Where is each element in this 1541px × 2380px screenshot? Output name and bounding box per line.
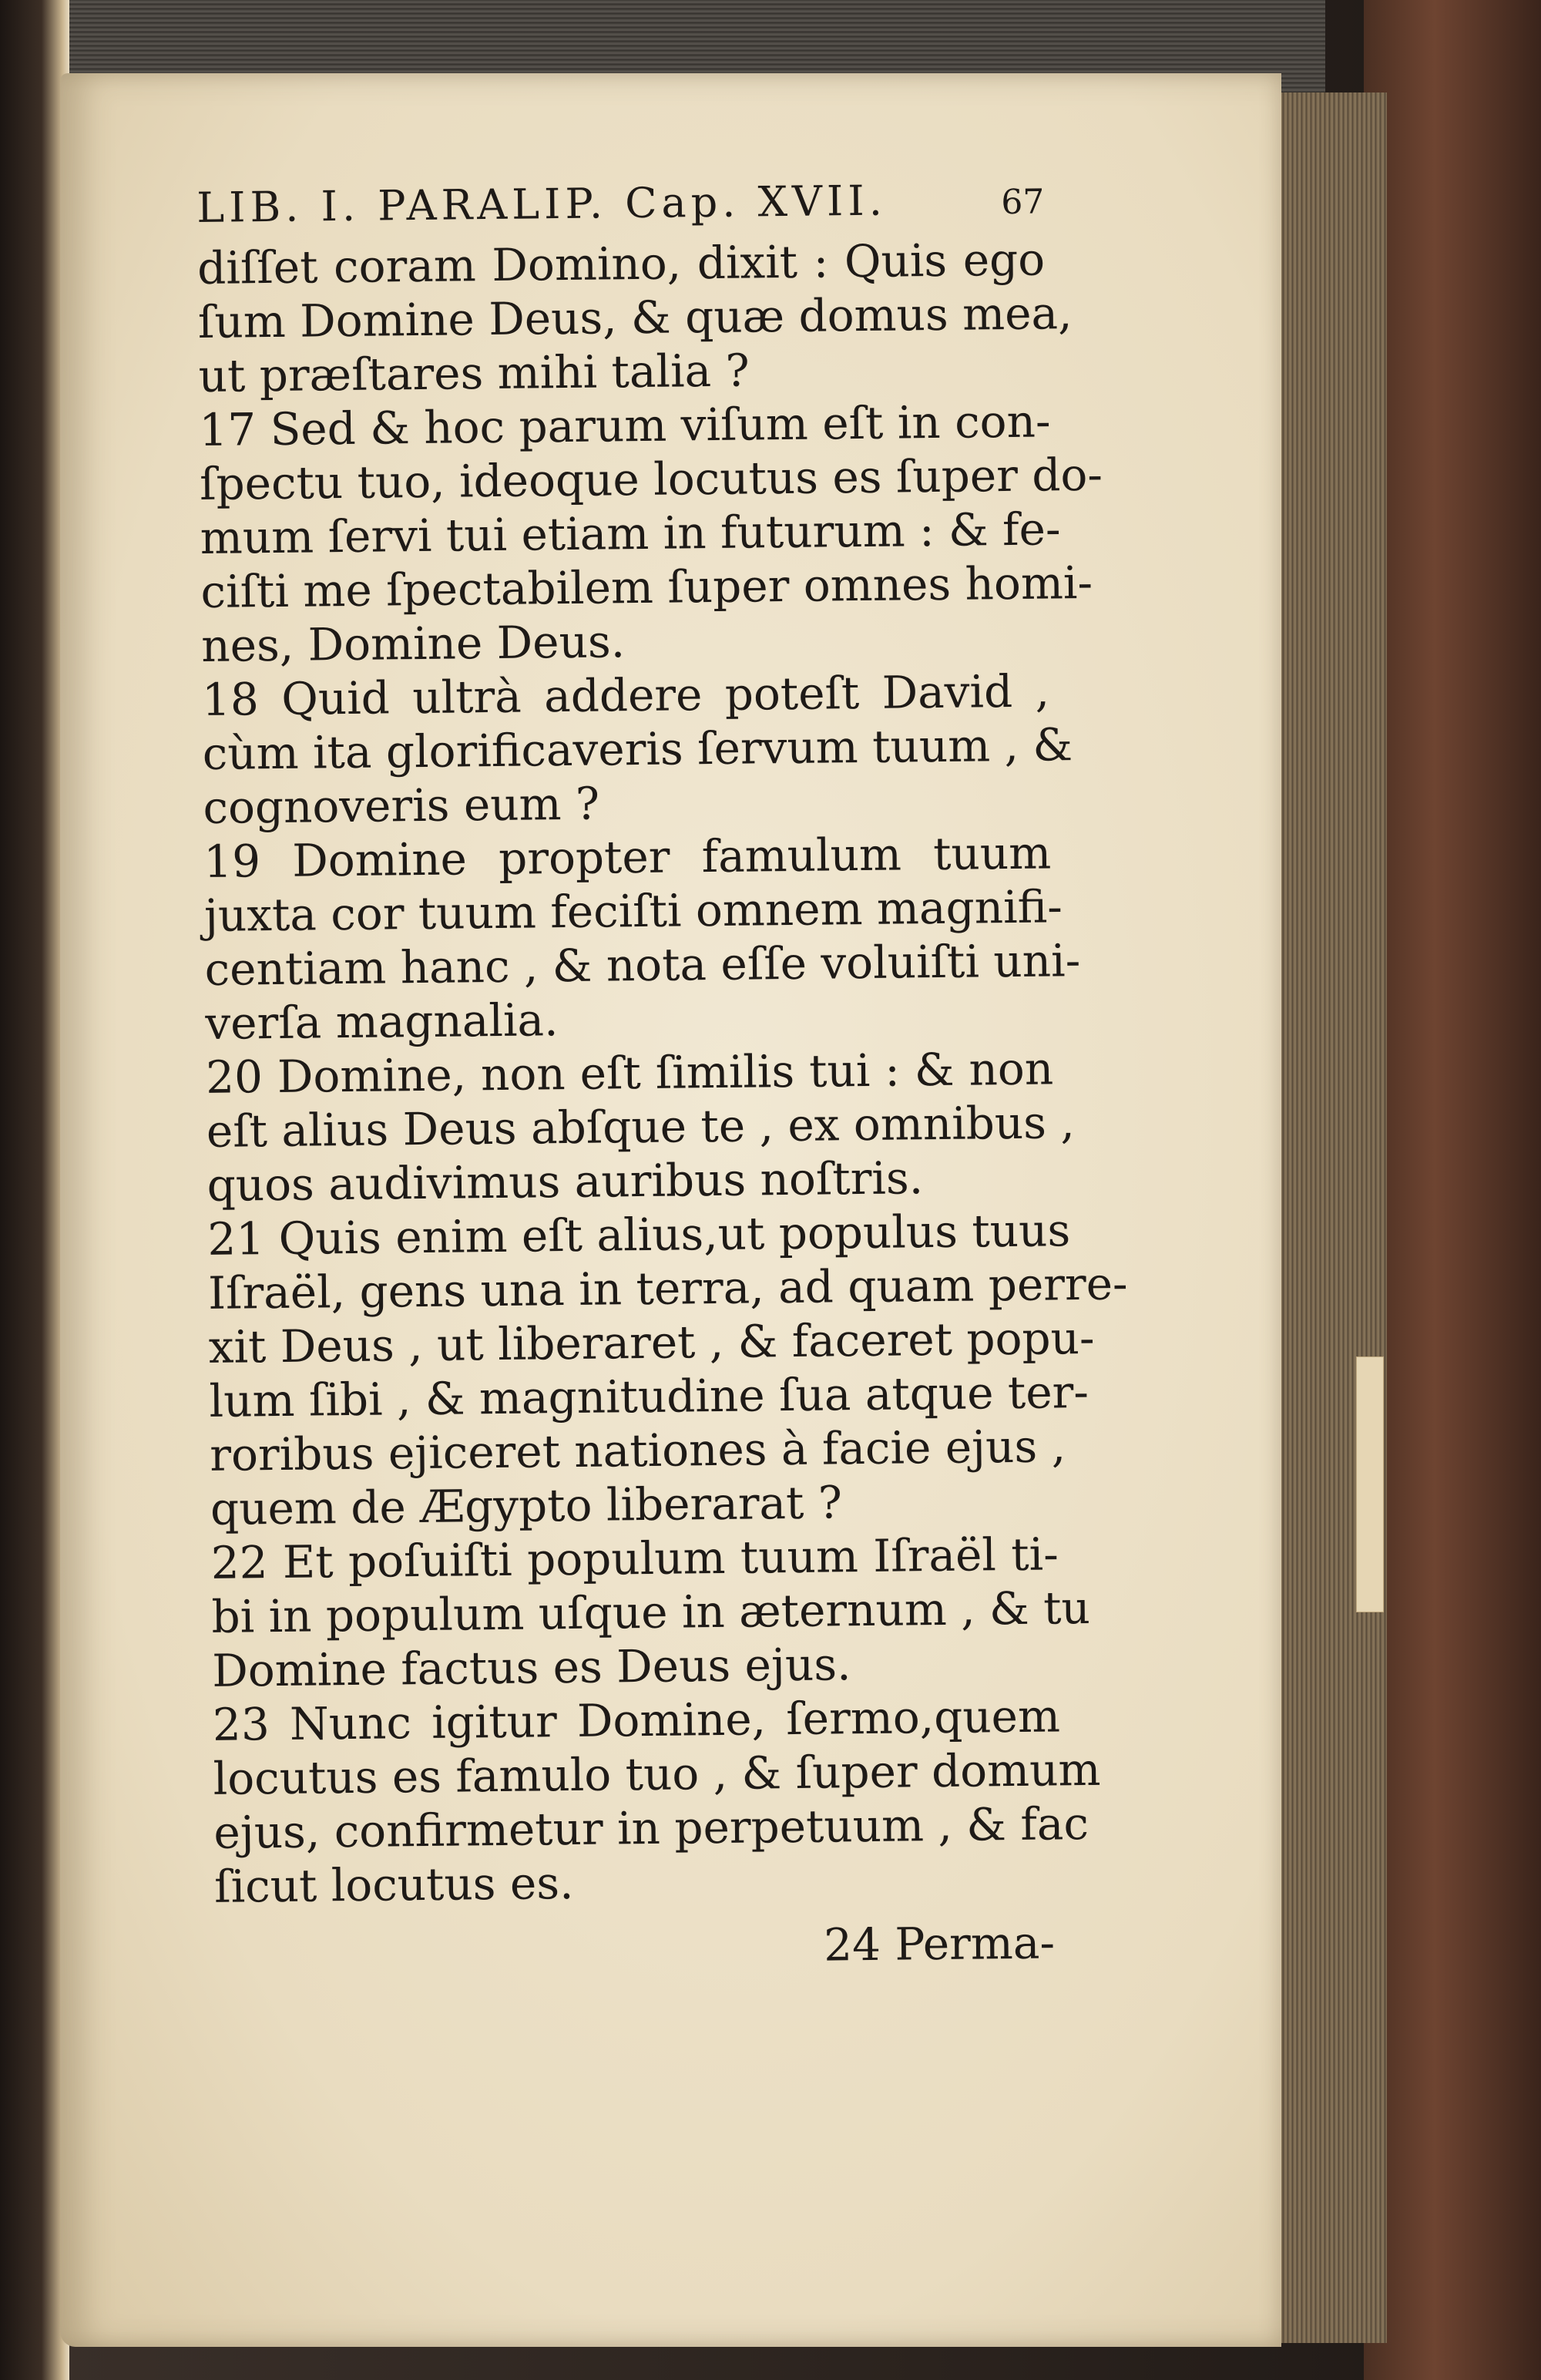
text-line: lum ſibi , & magnitudine ſua atque ter- [209,1365,1089,1427]
text-line: mum ſervi tui etiam in futurum : & fe- [200,503,1061,564]
text-line: roribus ejiceret nationes à facie ejus , [209,1420,1066,1481]
text-line: 18 Quid ultrà addere poteſt David , [201,664,1050,726]
text-line: ejus, confirmetur in perpetuum , & fac [213,1797,1089,1859]
text-line: locutus es famulo tuo , & ſuper domum [213,1743,1101,1805]
running-header [196,172,1045,238]
book-cover-leather [1364,0,1541,2380]
text-line: ciſti me ſpectabilem ſuper omnes homi- [200,556,1093,618]
text-line: centiam hanc , & nota eſſe voluiſti uni- [204,934,1081,996]
text-line: ſpectu tuo, ideoque locutus es ſuper do- [199,448,1103,510]
running-title: LIB. I. PARALIP. Cap. XVII. [196,176,888,232]
text-line: nes, Domine Deus. [200,615,626,672]
text-line: Domine factus es Deus ejus. [211,1638,851,1697]
text-line: cùm ita glorificaveris ſervum tuum , & [202,718,1073,780]
text-line: diſſet coram Domino, dixit : Quis ego [196,233,1046,294]
gutter [0,0,69,2380]
text-line: 23 Nunc igitur Domine, ſermo,quem [212,1689,1061,1751]
text-line: quem de Ægypto liberarat ? [210,1476,843,1535]
text-line: bi in populum uſque in æternum , & tu [211,1581,1091,1643]
text-line: quos audivimus auribus noſtris. [206,1151,924,1212]
page-edges-right [1279,92,1387,2343]
text-line: xit Deus , ut liberaret , & faceret popu- [208,1311,1095,1373]
text-line: 17 Sed & hoc parum viſum eſt in con- [199,395,1051,456]
page-text [196,172,1128,1978]
text-line: eſt alius Deus abſque te , ex omnibus , [206,1096,1076,1158]
text-line: ſicut locutus es. [213,1856,574,1913]
text-line: 22 Et poſuiſti populum tuum Iſraël ti- [210,1528,1059,1589]
text-line: cognoveris eum ? [203,777,600,834]
catchword: 24 Perma- [823,1916,1056,1972]
text-line: verſa magnalia. [205,993,559,1050]
paper-slip [1356,1356,1384,1612]
text-line: 21 Quis enim eſt alius,ut populus tuus [207,1204,1071,1266]
page-number: 67 [1001,182,1045,223]
text-line: 20 Domine, non eſt ſimilis tui : & non [205,1042,1054,1104]
text-line: 19 Domine propter famulum tuum [203,826,1052,888]
text-line: Iſraël, gens una in terra, ad quam perre- [207,1257,1128,1319]
text-line: juxta cor tuum feciſti omnem magnifi- [203,880,1063,942]
text-line: ut præſtares mihi talia ? [198,344,750,402]
text-line: ſum Domine Deus, & quæ domus mea, [197,287,1073,348]
